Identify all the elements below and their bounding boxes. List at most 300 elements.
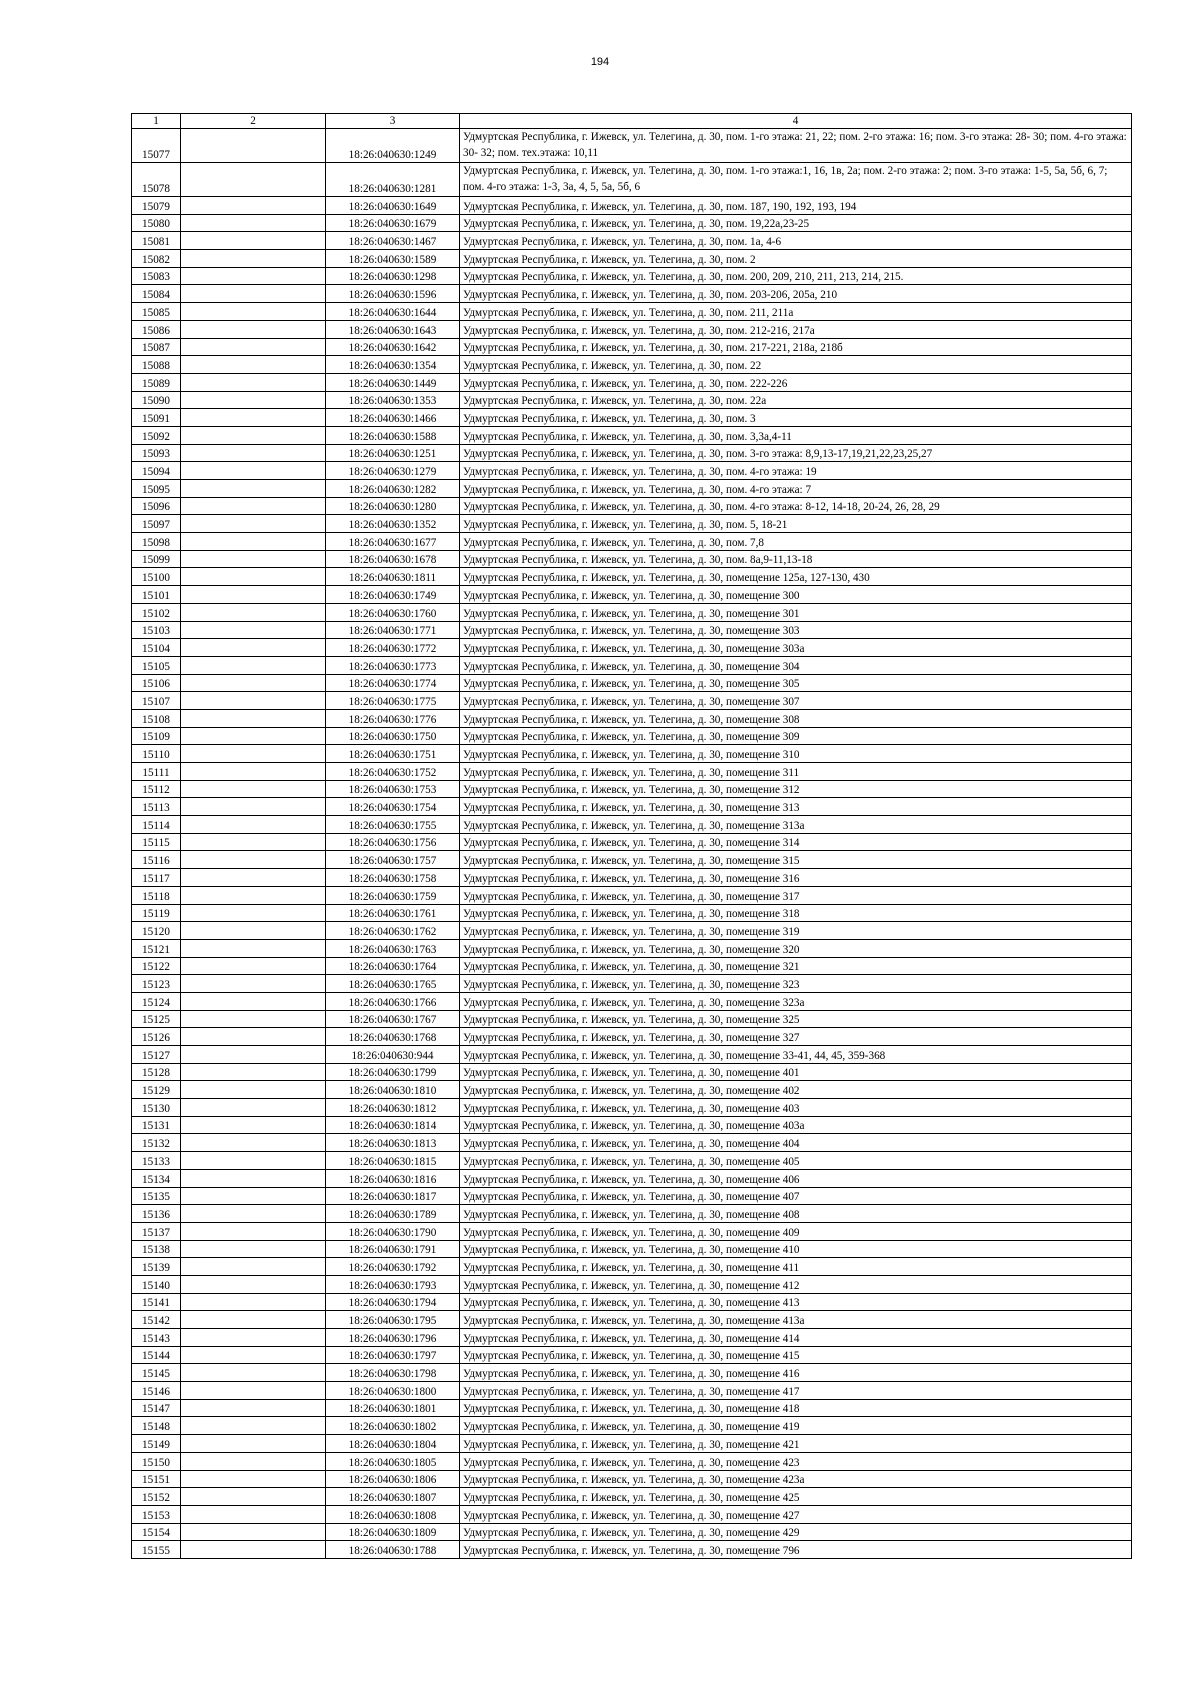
table-row xyxy=(132,727,1132,745)
row-number-cell: 15123 xyxy=(132,975,181,993)
row-number-cell: 15116 xyxy=(132,851,181,869)
page-number: 194 xyxy=(590,56,610,68)
table-row xyxy=(132,480,1132,498)
address-cell: Удмуртская Республика, г. Ижевск, ул. Телегина, д. 30, помещение 405 xyxy=(460,1152,1132,1170)
row-number-cell: 15138 xyxy=(132,1240,181,1258)
address-cell: Удмуртская Республика, г. Ижевск, ул. Телегина, д. 30, пом. 3 xyxy=(460,409,1132,427)
cadastral-number-cell: 18:26:040630:1642 xyxy=(326,338,460,356)
empty-cell xyxy=(181,462,326,480)
cadastral-number-cell: 18:26:040630:1749 xyxy=(326,586,460,604)
cadastral-number-cell: 18:26:040630:1799 xyxy=(326,1063,460,1081)
row-number-cell: 15088 xyxy=(132,356,181,374)
address-cell: Удмуртская Республика, г. Ижевск, ул. Телегина, д. 30, помещение 304 xyxy=(460,656,1132,674)
table-row xyxy=(132,373,1132,391)
cadastral-number-cell: 18:26:040630:1775 xyxy=(326,692,460,710)
address-cell: Удмуртская Республика, г. Ижевск, ул. Телегина, д. 30, помещение 418 xyxy=(460,1399,1132,1417)
address-cell: Удмуртская Республика, г. Ижевск, ул. Телегина, д. 30, помещение 320 xyxy=(460,939,1132,957)
address-cell: Удмуртская Республика, г. Ижевск, ул. Телегина, д. 30, помещение 406 xyxy=(460,1169,1132,1187)
table-row xyxy=(132,798,1132,816)
row-number-cell: 15153 xyxy=(132,1505,181,1523)
table-body xyxy=(132,129,1132,1559)
address-cell: Удмуртская Республика, г. Ижевск, ул. Телегина, д. 30, помещение 313а xyxy=(460,816,1132,834)
address-cell: Удмуртская Республика, г. Ижевск, ул. Телегина, д. 30, пом. 217-221, 218а, 218б xyxy=(460,338,1132,356)
empty-cell xyxy=(181,250,326,268)
row-number-cell: 15149 xyxy=(132,1435,181,1453)
row-number-cell: 15133 xyxy=(132,1152,181,1170)
address-cell: Удмуртская Республика, г. Ижевск, ул. Телегина, д. 30, помещение 419 xyxy=(460,1417,1132,1435)
table-row xyxy=(132,656,1132,674)
row-number-cell: 15117 xyxy=(132,869,181,887)
address-cell: Удмуртская Республика, г. Ижевск, ул. Телегина, д. 30, помещение 307 xyxy=(460,692,1132,710)
cadastral-number-cell: 18:26:040630:1643 xyxy=(326,320,460,338)
empty-cell xyxy=(181,674,326,692)
table-row xyxy=(132,214,1132,232)
empty-cell xyxy=(181,886,326,904)
address-cell: Удмуртская Республика, г. Ижевск, ул. Телегина, д. 30, помещение 408 xyxy=(460,1205,1132,1223)
table-row xyxy=(132,515,1132,533)
empty-cell xyxy=(181,1169,326,1187)
address-cell: Удмуртская Республика, г. Ижевск, ул. Телегина, д. 30, помещение 303 xyxy=(460,621,1132,639)
table-row xyxy=(132,338,1132,356)
table-row xyxy=(132,1417,1132,1435)
table-row xyxy=(132,869,1132,887)
row-number-cell: 15100 xyxy=(132,568,181,586)
empty-cell xyxy=(181,285,326,303)
table-row xyxy=(132,586,1132,604)
row-number-cell: 15090 xyxy=(132,391,181,409)
address-cell: Удмуртская Республика, г. Ижевск, ул. Телегина, д. 30, помещение 317 xyxy=(460,886,1132,904)
table-row xyxy=(132,1222,1132,1240)
cadastral-number-cell: 18:26:040630:1796 xyxy=(326,1329,460,1347)
cadastral-number-cell: 18:26:040630:1758 xyxy=(326,869,460,887)
table-row xyxy=(132,1205,1132,1223)
table-row xyxy=(132,1099,1132,1117)
row-number-cell: 15098 xyxy=(132,533,181,551)
table-row xyxy=(132,1470,1132,1488)
empty-cell xyxy=(181,1099,326,1117)
address-cell: Удмуртская Республика, г. Ижевск, ул. Телегина, д. 30, пом. 4-го этажа: 19 xyxy=(460,462,1132,480)
cadastral-number-cell: 18:26:040630:1767 xyxy=(326,1010,460,1028)
table-row xyxy=(132,497,1132,515)
cadastral-number-cell: 18:26:040630:1756 xyxy=(326,833,460,851)
row-number-cell: 15109 xyxy=(132,727,181,745)
table-row xyxy=(132,568,1132,586)
row-number-cell: 15092 xyxy=(132,426,181,444)
table-row xyxy=(132,533,1132,551)
table-row xyxy=(132,1382,1132,1400)
row-number-cell: 15120 xyxy=(132,922,181,940)
cadastral-number-cell: 18:26:040630:1800 xyxy=(326,1382,460,1400)
empty-cell xyxy=(181,1364,326,1382)
cadastral-number-cell: 18:26:040630:1765 xyxy=(326,975,460,993)
address-cell: Удмуртская Республика, г. Ижевск, ул. Телегина, д. 30, пом. 22а xyxy=(460,391,1132,409)
cadastral-number-cell: 18:26:040630:1279 xyxy=(326,462,460,480)
cadastral-number-cell: 18:26:040630:1771 xyxy=(326,621,460,639)
row-number-cell: 15105 xyxy=(132,656,181,674)
empty-cell xyxy=(181,1523,326,1541)
address-cell: Удмуртская Республика, г. Ижевск, ул. Телегина, д. 30, помещение 319 xyxy=(460,922,1132,940)
table-row xyxy=(132,129,1132,163)
row-number-cell: 15125 xyxy=(132,1010,181,1028)
empty-cell xyxy=(181,869,326,887)
table-row xyxy=(132,674,1132,692)
address-cell: Удмуртская Республика, г. Ижевск, ул. Телегина, д. 30, помещение 313 xyxy=(460,798,1132,816)
address-cell: Удмуртская Республика, г. Ижевск, ул. Телегина, д. 30, помещение 412 xyxy=(460,1275,1132,1293)
empty-cell xyxy=(181,426,326,444)
cadastral-number-cell: 18:26:040630:1795 xyxy=(326,1311,460,1329)
empty-cell xyxy=(181,1081,326,1099)
row-number-cell: 15111 xyxy=(132,763,181,781)
address-cell: Удмуртская Республика, г. Ижевск, ул. Телегина, д. 30, пом. 7,8 xyxy=(460,533,1132,551)
address-cell: Удмуртская Республика, г. Ижевск, ул. Телегина, д. 30, помещение 323 xyxy=(460,975,1132,993)
address-cell: Удмуртская Республика, г. Ижевск, ул. Телегина, д. 30, помещение 323а xyxy=(460,992,1132,1010)
empty-cell xyxy=(181,497,326,515)
address-cell: Удмуртская Республика, г. Ижевск, ул. Телегина, д. 30, пом. 222-226 xyxy=(460,373,1132,391)
cadastral-number-cell: 18:26:040630:944 xyxy=(326,1046,460,1064)
row-number-cell: 15121 xyxy=(132,939,181,957)
table-row xyxy=(132,1541,1132,1559)
cadastral-number-cell: 18:26:040630:1793 xyxy=(326,1275,460,1293)
address-cell: Удмуртская Республика, г. Ижевск, ул. Телегина, д. 30, помещение 403а xyxy=(460,1116,1132,1134)
cadastral-number-cell: 18:26:040630:1251 xyxy=(326,444,460,462)
cadastral-number-cell: 18:26:040630:1761 xyxy=(326,904,460,922)
empty-cell xyxy=(181,1258,326,1276)
empty-cell xyxy=(181,1329,326,1347)
address-cell: Удмуртская Республика, г. Ижевск, ул. Телегина, д. 30, пом. 4-го этажа: 7 xyxy=(460,480,1132,498)
row-number-cell: 15148 xyxy=(132,1417,181,1435)
cadastral-number-cell: 18:26:040630:1772 xyxy=(326,639,460,657)
row-number-cell: 15129 xyxy=(132,1081,181,1099)
cadastral-number-cell: 18:26:040630:1792 xyxy=(326,1258,460,1276)
empty-cell xyxy=(181,1417,326,1435)
cadastral-number-cell: 18:26:040630:1798 xyxy=(326,1364,460,1382)
empty-cell xyxy=(181,851,326,869)
address-cell: Удмуртская Республика, г. Ижевск, ул. Телегина, д. 30, пом. 19,22а,23-25 xyxy=(460,214,1132,232)
row-number-cell: 15108 xyxy=(132,709,181,727)
address-cell: Удмуртская Республика, г. Ижевск, ул. Телегина, д. 30, пом. 22 xyxy=(460,356,1132,374)
cadastral-number-cell: 18:26:040630:1678 xyxy=(326,550,460,568)
row-number-cell: 15095 xyxy=(132,480,181,498)
address-cell: Удмуртская Республика, г. Ижевск, ул. Телегина, д. 30, помещение 402 xyxy=(460,1081,1132,1099)
row-number-cell: 15079 xyxy=(132,197,181,215)
empty-cell xyxy=(181,1240,326,1258)
cadastral-number-cell: 18:26:040630:1298 xyxy=(326,267,460,285)
empty-cell xyxy=(181,1488,326,1506)
cadastral-number-cell: 18:26:040630:1249 xyxy=(326,129,460,163)
cadastral-number-cell: 18:26:040630:1810 xyxy=(326,1081,460,1099)
address-cell: Удмуртская Республика, г. Ижевск, ул. Телегина, д. 30, помещение 308 xyxy=(460,709,1132,727)
row-number-cell: 15128 xyxy=(132,1063,181,1081)
empty-cell xyxy=(181,904,326,922)
row-number-cell: 15085 xyxy=(132,303,181,321)
row-number-cell: 15112 xyxy=(132,780,181,798)
table-row xyxy=(132,939,1132,957)
cadastral-number-cell: 18:26:040630:1752 xyxy=(326,763,460,781)
empty-cell xyxy=(181,939,326,957)
address-cell: Удмуртская Республика, г. Ижевск, ул. Телегина, д. 30, помещение 417 xyxy=(460,1382,1132,1400)
empty-cell xyxy=(181,1010,326,1028)
empty-cell xyxy=(181,1293,326,1311)
cadastral-number-cell: 18:26:040630:1467 xyxy=(326,232,460,250)
row-number-cell: 15084 xyxy=(132,285,181,303)
row-number-cell: 15142 xyxy=(132,1311,181,1329)
table-row xyxy=(132,232,1132,250)
row-number-cell: 15145 xyxy=(132,1364,181,1382)
row-number-cell: 15104 xyxy=(132,639,181,657)
empty-cell xyxy=(181,1028,326,1046)
cadastral-number-cell: 18:26:040630:1809 xyxy=(326,1523,460,1541)
empty-cell xyxy=(181,197,326,215)
row-number-cell: 15136 xyxy=(132,1205,181,1223)
address-cell: Удмуртская Республика, г. Ижевск, ул. Телегина, д. 30, помещение 403 xyxy=(460,1099,1132,1117)
cadastral-number-cell: 18:26:040630:1352 xyxy=(326,515,460,533)
column-header-4: 4 xyxy=(460,114,1132,129)
column-header-3: 3 xyxy=(326,114,460,129)
address-cell: Удмуртская Республика, г. Ижевск, ул. Телегина, д. 30, помещение 305 xyxy=(460,674,1132,692)
table-row xyxy=(132,639,1132,657)
row-number-cell: 15155 xyxy=(132,1541,181,1559)
address-cell: Удмуртская Республика, г. Ижевск, ул. Телегина, д. 30, помещение 314 xyxy=(460,833,1132,851)
row-number-cell: 15094 xyxy=(132,462,181,480)
row-number-cell: 15115 xyxy=(132,833,181,851)
row-number-cell: 15152 xyxy=(132,1488,181,1506)
table-row xyxy=(132,1010,1132,1028)
address-cell: Удмуртская Республика, г. Ижевск, ул. Телегина, д. 30, помещение 425 xyxy=(460,1488,1132,1506)
cadastral-number-cell: 18:26:040630:1790 xyxy=(326,1222,460,1240)
address-cell: Удмуртская Республика, г. Ижевск, ул. Телегина, д. 30, помещение 416 xyxy=(460,1364,1132,1382)
address-cell: Удмуртская Республика, г. Ижевск, ул. Телегина, д. 30, помещение 315 xyxy=(460,851,1132,869)
cadastral-number-cell: 18:26:040630:1750 xyxy=(326,727,460,745)
empty-cell xyxy=(181,338,326,356)
cadastral-number-cell: 18:26:040630:1816 xyxy=(326,1169,460,1187)
table-row xyxy=(132,816,1132,834)
address-cell: Удмуртская Республика, г. Ижевск, ул. Телегина, д. 30, помещение 301 xyxy=(460,603,1132,621)
table-row xyxy=(132,1046,1132,1064)
table-row xyxy=(132,1399,1132,1417)
address-cell: Удмуртская Республика, г. Ижевск, ул. Телегина, д. 30, помещение 303а xyxy=(460,639,1132,657)
empty-cell xyxy=(181,763,326,781)
address-cell: Удмуртская Республика, г. Ижевск, ул. Телегина, д. 30, помещение 407 xyxy=(460,1187,1132,1205)
empty-cell xyxy=(181,568,326,586)
cadastral-number-cell: 18:26:040630:1589 xyxy=(326,250,460,268)
empty-cell xyxy=(181,780,326,798)
cadastral-number-cell: 18:26:040630:1766 xyxy=(326,992,460,1010)
cadastral-number-cell: 18:26:040630:1751 xyxy=(326,745,460,763)
address-cell: Удмуртская Республика, г. Ижевск, ул. Телегина, д. 30, пом. 8а,9-11,13-18 xyxy=(460,550,1132,568)
row-number-cell: 15126 xyxy=(132,1028,181,1046)
empty-cell xyxy=(181,798,326,816)
empty-cell xyxy=(181,1046,326,1064)
table-row xyxy=(132,409,1132,427)
table-row xyxy=(132,197,1132,215)
table-row xyxy=(132,975,1132,993)
table-row xyxy=(132,320,1132,338)
address-cell: Удмуртская Республика, г. Ижевск, ул. Телегина, д. 30, пом. 3,3а,4-11 xyxy=(460,426,1132,444)
cadastral-number-cell: 18:26:040630:1354 xyxy=(326,356,460,374)
empty-cell xyxy=(181,727,326,745)
table-row xyxy=(132,709,1132,727)
cadastral-number-cell: 18:26:040630:1754 xyxy=(326,798,460,816)
table-row xyxy=(132,1311,1132,1329)
empty-cell xyxy=(181,1311,326,1329)
cadastral-number-cell: 18:26:040630:1353 xyxy=(326,391,460,409)
table-row xyxy=(132,1240,1132,1258)
address-cell: Удмуртская Республика, г. Ижевск, ул. Телегина, д. 30, помещение 415 xyxy=(460,1346,1132,1364)
address-cell: Удмуртская Республика, г. Ижевск, ул. Телегина, д. 30, пом. 5, 18-21 xyxy=(460,515,1132,533)
table-row xyxy=(132,780,1132,798)
empty-cell xyxy=(181,992,326,1010)
address-cell: Удмуртская Республика, г. Ижевск, ул. Телегина, д. 30, помещение 300 xyxy=(460,586,1132,604)
row-number-cell: 15127 xyxy=(132,1046,181,1064)
cadastral-number-cell: 18:26:040630:1764 xyxy=(326,957,460,975)
table-row xyxy=(132,1116,1132,1134)
cadastral-number-cell: 18:26:040630:1794 xyxy=(326,1293,460,1311)
cadastral-number-cell: 18:26:040630:1815 xyxy=(326,1152,460,1170)
address-cell: Удмуртская Республика, г. Ижевск, ул. Телегина, д. 30, пом. 211, 211а xyxy=(460,303,1132,321)
address-cell: Удмуртская Республика, г. Ижевск, ул. Телегина, д. 30, пом. 203-206, 205а, 210 xyxy=(460,285,1132,303)
row-number-cell: 15141 xyxy=(132,1293,181,1311)
row-number-cell: 15134 xyxy=(132,1169,181,1187)
empty-cell xyxy=(181,1116,326,1134)
cadastral-number-cell: 18:26:040630:1677 xyxy=(326,533,460,551)
cadastral-number-cell: 18:26:040630:1788 xyxy=(326,1541,460,1559)
table-row xyxy=(132,1452,1132,1470)
column-header-2: 2 xyxy=(181,114,326,129)
cadastral-number-cell: 18:26:040630:1762 xyxy=(326,922,460,940)
row-number-cell: 15080 xyxy=(132,214,181,232)
row-number-cell: 15096 xyxy=(132,497,181,515)
cadastral-number-cell: 18:26:040630:1811 xyxy=(326,568,460,586)
row-number-cell: 15077 xyxy=(132,129,181,163)
empty-cell xyxy=(181,373,326,391)
empty-cell xyxy=(181,586,326,604)
empty-cell xyxy=(181,656,326,674)
address-cell: Удмуртская Республика, г. Ижевск, ул. Телегина, д. 30, помещение 318 xyxy=(460,904,1132,922)
cadastral-number-cell: 18:26:040630:1817 xyxy=(326,1187,460,1205)
address-cell: Удмуртская Республика, г. Ижевск, ул. Телегина, д. 30, помещение 327 xyxy=(460,1028,1132,1046)
table-row xyxy=(132,1505,1132,1523)
cadastral-number-cell: 18:26:040630:1797 xyxy=(326,1346,460,1364)
address-cell: Удмуртская Республика, г. Ижевск, ул. Телегина, д. 30, пом. 200, 209, 210, 211, 213, 214, 215. xyxy=(460,267,1132,285)
address-cell: Удмуртская Республика, г. Ижевск, ул. Телегина, д. 30, помещение 312 xyxy=(460,780,1132,798)
empty-cell xyxy=(181,692,326,710)
address-cell: Удмуртская Республика, г. Ижевск, ул. Телегина, д. 30, помещение 321 xyxy=(460,957,1132,975)
empty-cell xyxy=(181,1222,326,1240)
table-row xyxy=(132,163,1132,197)
row-number-cell: 15113 xyxy=(132,798,181,816)
table-row xyxy=(132,444,1132,462)
address-cell: Удмуртская Республика, г. Ижевск, ул. Телегина, д. 30, помещение 401 xyxy=(460,1063,1132,1081)
cadastral-number-cell: 18:26:040630:1757 xyxy=(326,851,460,869)
table-row xyxy=(132,833,1132,851)
table-row xyxy=(132,1169,1132,1187)
empty-cell xyxy=(181,816,326,834)
empty-cell xyxy=(181,533,326,551)
cadastral-number-cell: 18:26:040630:1806 xyxy=(326,1470,460,1488)
empty-cell xyxy=(181,480,326,498)
row-number-cell: 15082 xyxy=(132,250,181,268)
row-number-cell: 15091 xyxy=(132,409,181,427)
cadastral-number-cell: 18:26:040630:1774 xyxy=(326,674,460,692)
cadastral-number-cell: 18:26:040630:1644 xyxy=(326,303,460,321)
empty-cell xyxy=(181,1505,326,1523)
empty-cell xyxy=(181,1134,326,1152)
row-number-cell: 15137 xyxy=(132,1222,181,1240)
empty-cell xyxy=(181,232,326,250)
row-number-cell: 15122 xyxy=(132,957,181,975)
empty-cell xyxy=(181,639,326,657)
cadastral-number-cell: 18:26:040630:1789 xyxy=(326,1205,460,1223)
table-row xyxy=(132,1293,1132,1311)
address-cell: Удмуртская Республика, г. Ижевск, ул. Телегина, д. 30, помещение 413 xyxy=(460,1293,1132,1311)
empty-cell xyxy=(181,320,326,338)
row-number-cell: 15135 xyxy=(132,1187,181,1205)
cadastral-number-cell: 18:26:040630:1801 xyxy=(326,1399,460,1417)
table-row xyxy=(132,603,1132,621)
cadastral-number-cell: 18:26:040630:1812 xyxy=(326,1099,460,1117)
empty-cell xyxy=(181,975,326,993)
table-row xyxy=(132,1258,1132,1276)
empty-cell xyxy=(181,603,326,621)
table-header-row xyxy=(132,114,1132,129)
empty-cell xyxy=(181,444,326,462)
cadastral-number-cell: 18:26:040630:1763 xyxy=(326,939,460,957)
table-row xyxy=(132,1346,1132,1364)
row-number-cell: 15132 xyxy=(132,1134,181,1152)
row-number-cell: 15146 xyxy=(132,1382,181,1400)
table-row xyxy=(132,1063,1132,1081)
address-cell: Удмуртская Республика, г. Ижевск, ул. Телегина, д. 30, помещение 125а, 127-130, 430 xyxy=(460,568,1132,586)
table-row xyxy=(132,1329,1132,1347)
address-cell: Удмуртская Республика, г. Ижевск, ул. Телегина, д. 30, помещение 316 xyxy=(460,869,1132,887)
row-number-cell: 15154 xyxy=(132,1523,181,1541)
row-number-cell: 15097 xyxy=(132,515,181,533)
table-row xyxy=(132,621,1132,639)
table-row xyxy=(132,957,1132,975)
row-number-cell: 15150 xyxy=(132,1452,181,1470)
cadastral-number-cell: 18:26:040630:1282 xyxy=(326,480,460,498)
row-number-cell: 15139 xyxy=(132,1258,181,1276)
row-number-cell: 15102 xyxy=(132,603,181,621)
address-cell: Удмуртская Республика, г. Ижевск, ул. Телегина, д. 30, помещение 310 xyxy=(460,745,1132,763)
row-number-cell: 15099 xyxy=(132,550,181,568)
table-row xyxy=(132,1081,1132,1099)
cadastral-number-cell: 18:26:040630:1596 xyxy=(326,285,460,303)
row-number-cell: 15118 xyxy=(132,886,181,904)
table-row xyxy=(132,303,1132,321)
table-row xyxy=(132,1523,1132,1541)
address-cell: Удмуртская Республика, г. Ижевск, ул. Телегина, д. 30, помещение 429 xyxy=(460,1523,1132,1541)
empty-cell xyxy=(181,745,326,763)
row-number-cell: 15101 xyxy=(132,586,181,604)
table-row xyxy=(132,1275,1132,1293)
cadastral-number-cell: 18:26:040630:1808 xyxy=(326,1505,460,1523)
table-row xyxy=(132,267,1132,285)
empty-cell xyxy=(181,833,326,851)
address-cell: Удмуртская Республика, г. Ижевск, ул. Телегина, д. 30, помещение 325 xyxy=(460,1010,1132,1028)
empty-cell xyxy=(181,709,326,727)
empty-cell xyxy=(181,957,326,975)
table-row xyxy=(132,745,1132,763)
address-cell: Удмуртская Республика, г. Ижевск, ул. Телегина, д. 30, пом. 1-го этажа: 21, 22; пом. 2-го этажа: 16; пом. 3-го этажа: 28- 30; пом. 4-го этажа: 30- 32; пом. тех.этажа: 10,11 xyxy=(460,129,1132,163)
cadastral-number-cell: 18:26:040630:1802 xyxy=(326,1417,460,1435)
address-cell: Удмуртская Республика, г. Ижевск, ул. Телегина, д. 30, пом. 2 xyxy=(460,250,1132,268)
row-number-cell: 15131 xyxy=(132,1116,181,1134)
cadastral-number-cell: 18:26:040630:1759 xyxy=(326,886,460,904)
row-number-cell: 15114 xyxy=(132,816,181,834)
empty-cell xyxy=(181,303,326,321)
row-number-cell: 15086 xyxy=(132,320,181,338)
